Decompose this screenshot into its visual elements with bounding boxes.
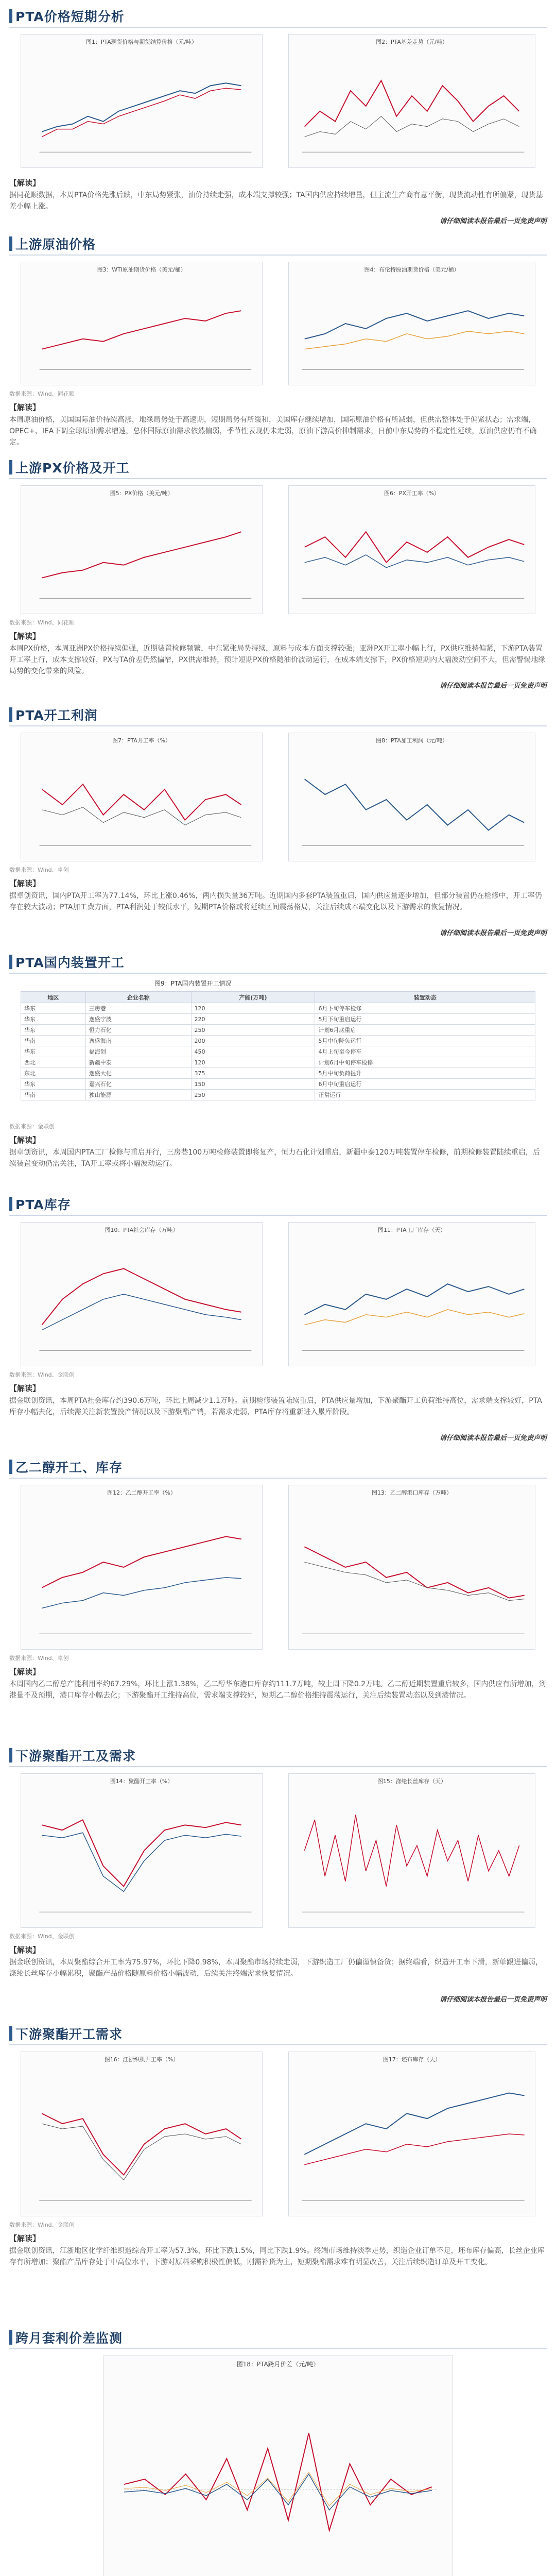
table-cell: 华南 — [21, 1090, 86, 1100]
chart-pta-operating — [21, 733, 263, 861]
section-marker — [9, 1460, 12, 1474]
series-line-px — [42, 532, 241, 578]
series-line-wti — [42, 311, 241, 349]
table-cell: 200 — [191, 1036, 315, 1046]
chart-svg — [289, 486, 535, 614]
chart-px-operating — [288, 485, 535, 614]
table-cell: 华东 — [21, 1003, 86, 1014]
table-cell: 华东 — [21, 1079, 86, 1090]
section-text: 据金联创资讯，江浙地区化学纤维织造综合开工率为57.3%，环比下跌1.5%，同比下跌1.9%。终端市场维持淡季走势，织造企业订单不足，坯布库存偏高，长丝企业库存有所增加；聚酯产品库存处于中高位水平，下游对原料采购积极性偏低，刚需补货为主，短期聚酯需求难有明显改善，关注后续织造订单及开工变化。 — [9, 2247, 545, 2266]
chart-calendar-spread — [103, 2355, 453, 2576]
series-line-meg-inventory — [304, 1547, 524, 1598]
table-cell: 计划6月底重启 — [315, 1025, 535, 1036]
chart-svg — [289, 1774, 535, 1927]
table-cell: 5月中旬负荷提升 — [315, 1068, 535, 1079]
table-header-row — [21, 992, 535, 1003]
table-row — [21, 1090, 535, 1100]
source-note: 数据来源：Wind、同花顺 — [9, 619, 75, 626]
table-cell: 375 — [191, 1068, 315, 1079]
section-divider — [9, 725, 547, 726]
section-title: PTA开工利润 — [15, 708, 98, 723]
table-cell: 计划6月中旬停车检修 — [315, 1057, 535, 1068]
table-cell: 福海创 — [85, 1046, 191, 1057]
table-header-cell: 产能(万吨) — [191, 992, 315, 1003]
section-divider — [9, 255, 547, 256]
chart-title: 图3：WTI原油期货价格（美元/桶） — [97, 266, 186, 273]
chart-svg — [21, 2052, 262, 2216]
section-marker — [9, 707, 12, 722]
chart-title: 图11：PTA工厂库存（天） — [378, 1226, 446, 1233]
chart-brent — [288, 262, 535, 385]
table-row — [21, 1057, 535, 1068]
chart-svg — [21, 35, 262, 167]
series-line-weaving-rate — [42, 2113, 241, 2175]
section-header — [9, 953, 125, 971]
series-line-greige-inventory-prev — [304, 2134, 524, 2165]
section-title: PTA国内装置开工 — [15, 955, 125, 970]
table-row — [21, 1003, 535, 1014]
series-line-pta-rate — [42, 784, 241, 820]
table-cell: 450 — [191, 1046, 315, 1057]
table-cell: 120 — [191, 1057, 315, 1068]
note-label: 【解读】 — [9, 632, 41, 641]
chart-title: 图15：涤纶长丝库存（天） — [377, 1777, 446, 1785]
chart-svg — [289, 733, 535, 861]
chart-title: 图5：PX价格（美元/吨） — [110, 489, 173, 497]
note-label: 【解读】 — [9, 1667, 41, 1676]
series-line-factory-inventory — [305, 1284, 525, 1315]
series-line-px-rate — [305, 532, 525, 563]
series-line-filament-inventory — [304, 1815, 519, 1886]
section-divider — [9, 27, 547, 28]
chart-title: 图10：PTA社会库存（万吨） — [105, 1226, 179, 1233]
table-cell: 恒力石化 — [85, 1025, 191, 1036]
table-cell: 逸盛大化 — [85, 1068, 191, 1079]
chart-title: 图18：PTA跨月价差（元/吨） — [236, 2360, 320, 2368]
table-row — [21, 1068, 535, 1079]
chart-svg — [21, 1485, 262, 1649]
section-divider — [9, 1215, 547, 1216]
table-header-cell: 装置动态 — [315, 992, 535, 1003]
table-title: 图9：PTA国内装置开工情况 — [154, 980, 232, 987]
source-note: 数据来源：金联创 — [9, 1123, 55, 1130]
note-label: 【解读】 — [9, 1384, 41, 1393]
source-note: 数据来源：Wind、金联创 — [9, 2222, 75, 2228]
table-cell: 6月下旬停车检修 — [315, 1003, 535, 1014]
series-line-spread-2 — [124, 2474, 432, 2510]
chart-svg — [21, 1223, 262, 1366]
section-text: 本周原油价格，美国国际油价持续高涨，地缘局势处于高速期，短期局势有所缓和，美国库存继续增加，国际原油价格有所减弱，但供需整体处于偏紧状态；需求端，OPEC+、IEA下调全球原油需求增速，总体国际原油需求依然偏弱，季节性表现仍未走弱，原油下游高价抑制需求，日前中东局势的不稳定性延续，原油供应仍有不确定。 — [9, 416, 537, 447]
table-cell: 正常运行 — [315, 1090, 535, 1100]
chart-svg — [289, 1485, 535, 1649]
section-marker — [9, 9, 12, 23]
section-header — [9, 7, 125, 25]
chart-meg-port-inventory — [288, 1485, 535, 1650]
chart-title: 图16：江浙织机开工率（%） — [104, 2056, 179, 2063]
section-marker — [9, 460, 12, 474]
table-cell: 120 — [191, 1003, 315, 1014]
section-text: 据卓创资讯，国内PTA开工率为77.14%，环比上涨0.46%，两内损失量36万吨。近期国内多套PTA装置重启，国内供应量逐步增加，但部分装置仍在检修中，开工率仍存在较大波动；PTA加工费方面，PTA利润处于较低水平，短期PTA价格或将延续区间震荡格局，关注后续成本端变化以及下游需求的恢复情况。 — [9, 892, 542, 911]
chart-svg — [21, 733, 262, 861]
table-cell: 东北 — [21, 1068, 86, 1079]
chart-title: 图2：PTA基差走势（元/吨） — [376, 38, 448, 45]
table-cell: 逸盛海南 — [85, 1036, 191, 1046]
chart-title: 图7：PTA开工率（%） — [112, 737, 171, 744]
table-cell: 华东 — [21, 1046, 86, 1057]
table-cell: 逸盛宁波 — [85, 1014, 191, 1025]
series-line-futures — [42, 88, 241, 137]
note-label: 【解读】 — [9, 1945, 41, 1955]
series-line-social-inventory — [42, 1268, 241, 1325]
series-line-px-rate-prev — [305, 555, 525, 568]
series-line-polyester-rate-prev — [42, 1833, 241, 1891]
section-divider — [9, 478, 547, 479]
table-cell: 5月中旬降负运行 — [315, 1036, 535, 1046]
chart-pta-social-inventory — [21, 1222, 263, 1366]
chart-polyester-operating — [21, 1773, 263, 1928]
table-cell: 4月上旬至今停车 — [315, 1046, 535, 1057]
section-divider — [9, 2348, 547, 2349]
section-header — [9, 1458, 123, 1476]
series-line-social-inventory-prev — [42, 1294, 241, 1330]
chart-title: 图1：PTA现货价格与期货结算价格（元/吨） — [86, 38, 197, 45]
section-title: 跨月套利价差监测 — [15, 2331, 123, 2346]
series-line-polyester-rate — [42, 1820, 241, 1886]
chart-pta-basis — [288, 34, 535, 168]
table-cell: 220 — [191, 1014, 315, 1025]
table-header-cell: 企业名称 — [85, 992, 191, 1003]
chart-greige-inventory — [288, 2052, 535, 2216]
table-cell: 250 — [191, 1025, 315, 1036]
series-line-pta-profit — [305, 779, 525, 830]
disclaimer-line: 请仔细阅读本报告最后一页免责声明 — [439, 217, 547, 225]
source-note: 数据来源：Wind、卓创 — [9, 867, 69, 873]
note-label: 【解读】 — [9, 1136, 41, 1145]
note-label: 【解读】 — [9, 403, 41, 412]
section-title: 上游原油价格 — [15, 237, 96, 252]
series-line-meg-inventory-prev — [304, 1562, 524, 1601]
series-line-factory-inventory-prev — [305, 1310, 525, 1325]
section-title: PTA价格短期分析 — [15, 9, 125, 24]
chart-svg — [21, 262, 262, 385]
series-line-spread-1 — [124, 2433, 432, 2530]
table-cell: 150 — [191, 1079, 315, 1090]
series-line-brent-prev — [305, 331, 524, 349]
section-text: 据卓创资讯，本周国内PTA工厂检修与重启并行，三房巷100万吨检修装置即将复产，恒力石化计划重启，新疆中泰120万吨装置停车检修，前期检修装置陆续重启，后续装置变动仍需关注，TA开工率或将小幅波动运行。 — [9, 1148, 540, 1168]
section-marker — [9, 955, 12, 969]
section-title: 下游聚酯开工及需求 — [15, 1749, 136, 1764]
chart-title: 图13：乙二醇港口库存（万吨） — [372, 1489, 452, 1496]
chart-title: 图12：乙二醇开工率（%） — [107, 1489, 176, 1496]
plant-table — [21, 991, 535, 1100]
section-text: 据金联创资讯，本周PTA社会库存约390.6万吨，环比上周减少1.1万吨。前期检修装置陆续重启，PTA供应量增加，下游聚酯开工负荷维持高位，需求端支撑较好，PTA库存小幅去化，后续需关注新装置投产情况以及下游聚酯产销，若需求走弱，PTA库存将重新进入累库阶段。 — [9, 1397, 542, 1416]
table-cell: 西北 — [21, 1057, 86, 1068]
section-text: 本周国内乙二醇总产能利用率约67.29%，环比上涨1.38%，乙二醇华东港口库存约111.7万吨，较上周下降0.2万吨。乙二醇近期装置重启较多，国内供应有所增加，到港量不及预期，港口库存小幅去化；下游聚酯开工维持高位，需求端支撑较好，短期乙二醇价格维持震荡运行，关注后续装置动态以及到港情况。 — [9, 1680, 546, 1700]
series-line-meg-rate — [42, 1536, 241, 1587]
table-header-cell: 地区 — [21, 992, 86, 1003]
section-marker — [9, 1748, 12, 1762]
section-title: 下游聚酯开工需求 — [15, 2027, 123, 2042]
section-header — [9, 459, 130, 476]
section-header — [9, 1195, 71, 1213]
table-cell: 华东 — [21, 1014, 86, 1025]
series-line-brent — [305, 311, 524, 339]
section-marker — [9, 1197, 12, 1211]
section-text: 据金联创资讯，本周聚酯综合开工率为75.97%，环比下降0.98%，本周聚酯市场持续走弱，下游织造工厂仍偏谨慎备货；据终端看，织造开工率下滑，新单跟进偏弱，涤纶长丝库存小幅累积，聚酯产品价格随原料价格小幅波动，后续关注终端需求恢复情况。 — [9, 1958, 543, 1978]
chart-svg — [21, 486, 262, 614]
section-title: PTA库存 — [15, 1197, 71, 1212]
table-row — [21, 1025, 535, 1036]
section-marker — [9, 236, 12, 251]
section-title: 乙二醇开工、库存 — [15, 1460, 123, 1475]
chart-svg — [289, 35, 535, 167]
source-note: 数据来源：Wind、卓创 — [9, 1655, 69, 1662]
table-row — [21, 1014, 535, 1025]
chart-svg — [289, 1223, 535, 1366]
chart-weaving-operating — [21, 2052, 263, 2216]
chart-title: 图6：PX开工率（%） — [384, 489, 440, 497]
section-divider — [9, 973, 547, 974]
disclaimer-line: 请仔细阅读本报告最后一页免责声明 — [439, 929, 547, 937]
disclaimer-line: 请仔细阅读本报告最后一页免责声明 — [439, 1996, 547, 2004]
table-cell: 6月中旬重启运行 — [315, 1079, 535, 1090]
series-line-meg-rate-prev — [42, 1578, 241, 1608]
disclaimer-line: 请仔细阅读本报告最后一页免责声明 — [439, 682, 547, 690]
section-divider — [9, 1478, 547, 1479]
chart-title: 图14：聚酯开工率（%） — [110, 1777, 173, 1785]
chart-svg — [289, 2052, 535, 2216]
chart-pta-profit — [288, 733, 535, 861]
table-row — [21, 1046, 535, 1057]
chart-meg-operating — [21, 1485, 263, 1650]
chart-filament-inventory — [288, 1773, 535, 1928]
section-header — [9, 2329, 123, 2346]
section-marker — [9, 2026, 12, 2041]
source-note: 数据来源：Wind、金联创 — [9, 1933, 75, 1940]
table-cell: 嘉兴石化 — [85, 1079, 191, 1090]
chart-svg — [21, 1774, 262, 1927]
chart-pta-factory-inventory — [288, 1222, 535, 1366]
table-cell: 250 — [191, 1090, 315, 1100]
table-cell: 华东 — [21, 1025, 86, 1036]
table-cell: 华南 — [21, 1036, 86, 1046]
chart-title: 图17：坯布库存（天） — [383, 2056, 441, 2063]
chart-wti — [21, 262, 263, 385]
note-label: 【解读】 — [9, 2234, 41, 2243]
series-line-basis — [305, 80, 519, 126]
table-row — [21, 1036, 535, 1046]
section-header — [9, 2025, 123, 2042]
note-label: 【解读】 — [9, 178, 41, 188]
section-header — [9, 1747, 136, 1764]
chart-svg — [289, 262, 535, 385]
source-note: 数据来源：Wind、同花顺 — [9, 391, 75, 397]
disclaimer-line: 请仔细阅读本报告最后一页免责声明 — [439, 1434, 547, 1442]
table-row — [21, 1079, 535, 1090]
series-line-pta-rate-prev — [42, 807, 241, 825]
table-cell: 新疆中泰 — [85, 1057, 191, 1068]
note-label: 【解读】 — [9, 879, 41, 888]
section-header — [9, 235, 96, 252]
series-line-spread-3 — [124, 2472, 432, 2506]
section-marker — [9, 2330, 12, 2345]
chart-svg — [103, 2356, 453, 2576]
chart-title: 图8：PTA加工利润（元/吨） — [376, 737, 448, 744]
section-text: 据同花顺数据，本周PTA价格先涨后跌，中东局势紧张，油价持续走强，成本端支撑较强；TA国内供应持续增量，但主流生产商有意平衡，现货流动性有所偏紧，现货基差小幅上涨。 — [9, 191, 543, 211]
section-title: 上游PX价格及开工 — [15, 461, 130, 476]
section-divider — [9, 2044, 547, 2045]
section-divider — [9, 1766, 547, 1767]
table-cell: 独山能源 — [85, 1090, 191, 1100]
chart-title: 图4：布伦特原油期货价格（美元/桶） — [364, 266, 460, 273]
table-cell: 5月下旬重启运行 — [315, 1014, 535, 1025]
chart-pta-spot-futures — [21, 34, 263, 168]
table-cell: 三房巷 — [85, 1003, 191, 1014]
chart-px-price — [21, 485, 263, 614]
source-note: 数据来源：Wind、金联创 — [9, 1371, 75, 1378]
section-header — [9, 706, 98, 723]
section-text: 本周PX价格，本周亚洲PX价格持续偏强，近期装置检修频繁，中东紧张局势持续，原料与成本方面支撑较强；亚洲PX开工率小幅上行，PX供应维持偏紧，下游PTA装置开工率上行，成本支撑较好，PX与TA价差仍然偏窄，PX供需维持，预计短期PX价格随油价波动运行，在成本端支撑下，PX价格短期内大幅波动空间不大，但需警惕地缘局势的变化带来的风险。 — [9, 645, 546, 675]
